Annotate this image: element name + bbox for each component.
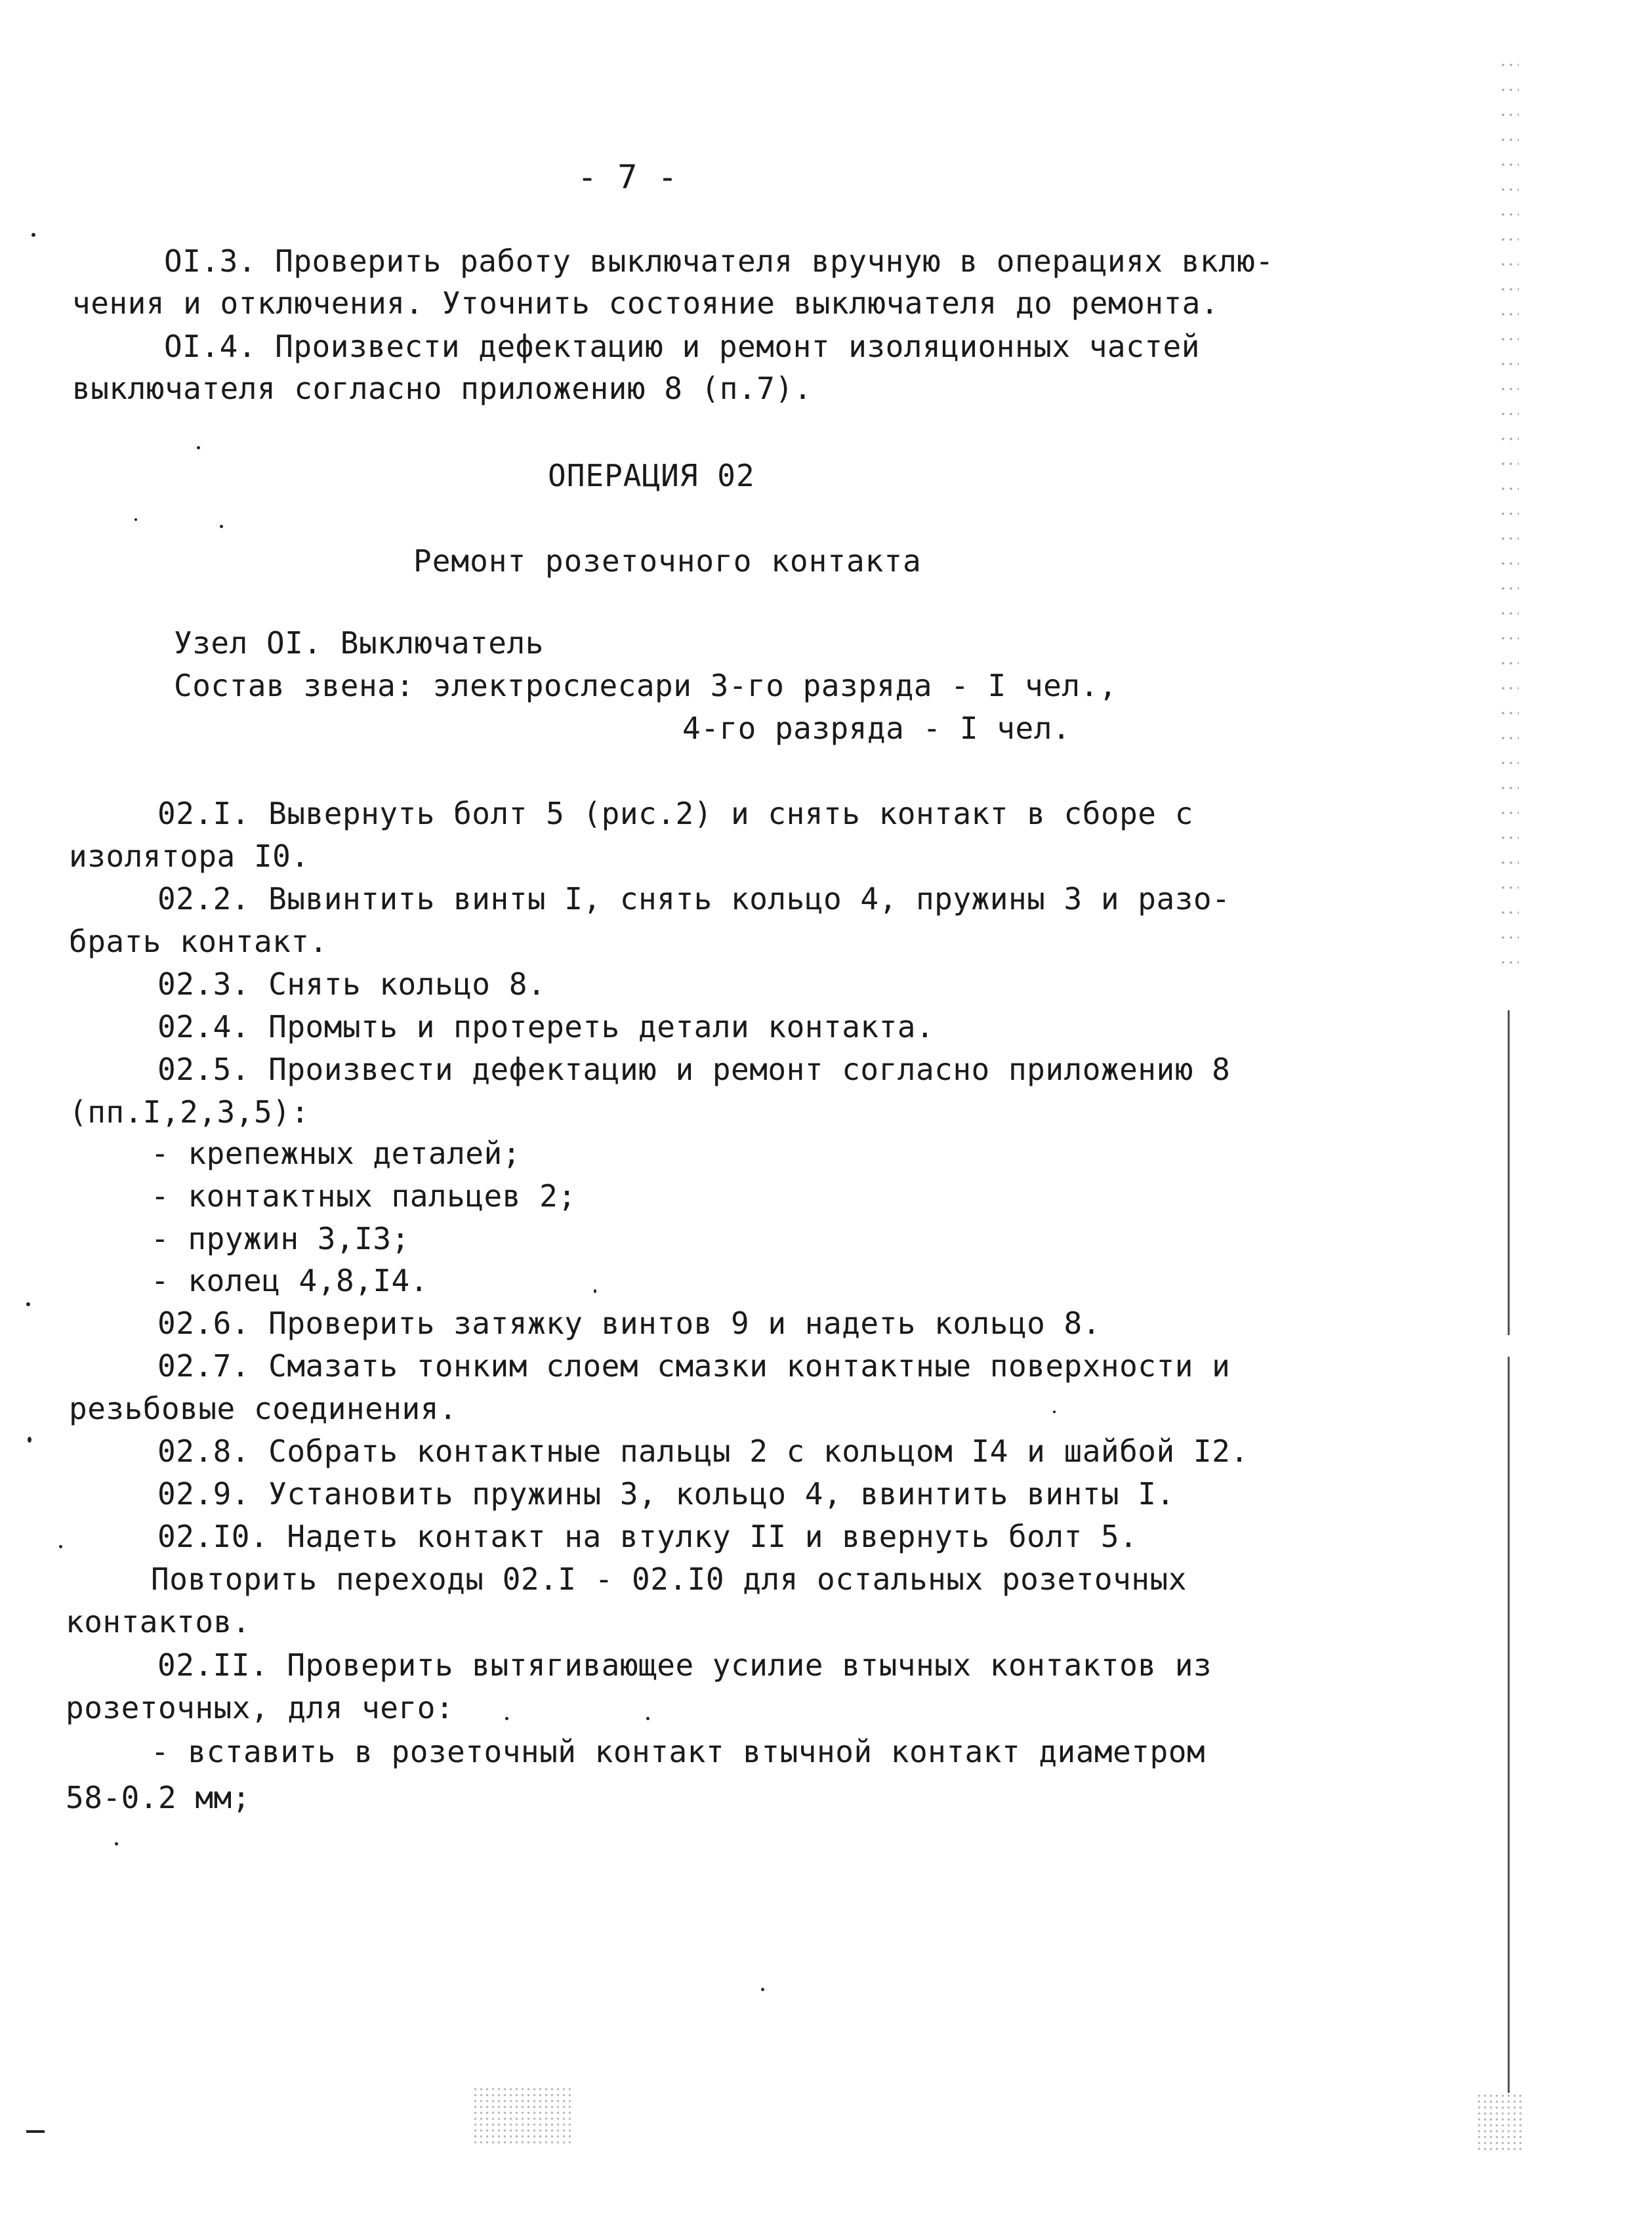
paragraph-line: выключателя согласно приложению 8 (п.7). xyxy=(72,371,812,406)
step-line: розеточных, для чего: xyxy=(66,1690,455,1725)
step-line: 02.4. Промыть и протереть детали контакта. xyxy=(157,1009,935,1044)
scan-speck xyxy=(28,1437,31,1443)
scan-edge-line xyxy=(1508,1010,1510,2093)
scan-stamp-noise xyxy=(472,2086,571,2145)
paragraph-line: OI.4. Произвести дефектацию и ремонт изоляционных частей xyxy=(164,329,1200,364)
step-line: 02.9. Установить пружины 3, кольцо 4, ввинтить винты I. xyxy=(157,1476,1175,1512)
crew-line: Состав звена: электрослесари 3-го разряда - I чел., xyxy=(174,668,1117,703)
list-item: - вставить в розеточный контакт втычной контакт диаметром xyxy=(151,1734,1206,1769)
scan-speck xyxy=(761,1988,764,1991)
step-line: 02.I0. Надеть контакт на втулку II и ввернуть болт 5. xyxy=(157,1519,1138,1554)
scan-speck xyxy=(115,1842,118,1845)
step-line: 02.8. Собрать контактные пальцы 2 с кольцом I4 и шайбой I2. xyxy=(157,1433,1249,1469)
list-item: - пружин 3,I3; xyxy=(151,1221,410,1256)
paragraph-line: чения и отключения. Уточнить состояние выключателя до ремонта. xyxy=(72,285,1220,321)
scan-speck xyxy=(1053,1411,1056,1413)
scan-speck xyxy=(26,1302,30,1306)
step-line: 02.5. Произвести дефектацию и ремонт согласно приложению 8 xyxy=(157,1052,1231,1087)
step-line: 02.I. Вывернуть болт 5 (рис.2) и снять контакт в сборе с xyxy=(157,796,1193,831)
scan-speck xyxy=(197,446,200,449)
step-line: 02.7. Смазать тонким слоем смазки контактные поверхности и xyxy=(157,1348,1231,1384)
step-line: 02.3. Снять кольцо 8. xyxy=(157,966,547,1002)
scan-edge-dots xyxy=(1499,52,1519,971)
operation-title: ОПЕРАЦИЯ 02 xyxy=(548,458,755,493)
step-line: 58-0.2 мм; xyxy=(66,1780,251,1815)
operation-subtitle: Ремонт розеточного контакта xyxy=(413,543,922,579)
step-line: изолятора I0. xyxy=(69,838,310,874)
scan-margin-mark xyxy=(26,2130,45,2133)
paragraph-line: OI.3. Проверить работу выключателя вручную в операциях вклю- xyxy=(164,243,1274,279)
step-line: (пп.I,2,3,5): xyxy=(69,1094,310,1130)
scan-speck xyxy=(646,1717,650,1720)
scan-speck xyxy=(31,233,35,237)
list-item: - контактных пальцев 2; xyxy=(151,1178,577,1214)
step-line: 02.II. Проверить вытягивающее усилие втычных контактов из xyxy=(157,1647,1212,1683)
list-item: - колец 4,8,I4. xyxy=(151,1263,428,1298)
step-line: контактов. xyxy=(66,1604,251,1639)
step-line: Повторить переходы 02.I - 02.I0 для остальных розеточных xyxy=(151,1561,1187,1597)
step-line: 02.2. Вывинтить винты I, снять кольцо 4, пружины 3 и разо- xyxy=(157,881,1231,917)
page-number: - 7 - xyxy=(577,158,678,196)
step-line: резьбовые соединения. xyxy=(69,1391,458,1426)
scan-speck xyxy=(220,525,223,528)
step-line: брать контакт. xyxy=(69,924,328,959)
scan-speck xyxy=(505,1717,508,1720)
scan-speck xyxy=(134,518,137,521)
scan-speck xyxy=(59,1545,62,1548)
step-line: 02.6. Проверить затяжку винтов 9 и надеть кольцо 8. xyxy=(157,1306,1101,1341)
list-item: - крепежных деталей; xyxy=(151,1136,521,1171)
unit-line: Узел OI. Выключатель xyxy=(174,625,544,661)
scan-stamp-noise xyxy=(1476,2093,1522,2152)
crew-line: 4-го разряда - I чел. xyxy=(682,711,1071,746)
scan-speck xyxy=(594,1289,596,1293)
